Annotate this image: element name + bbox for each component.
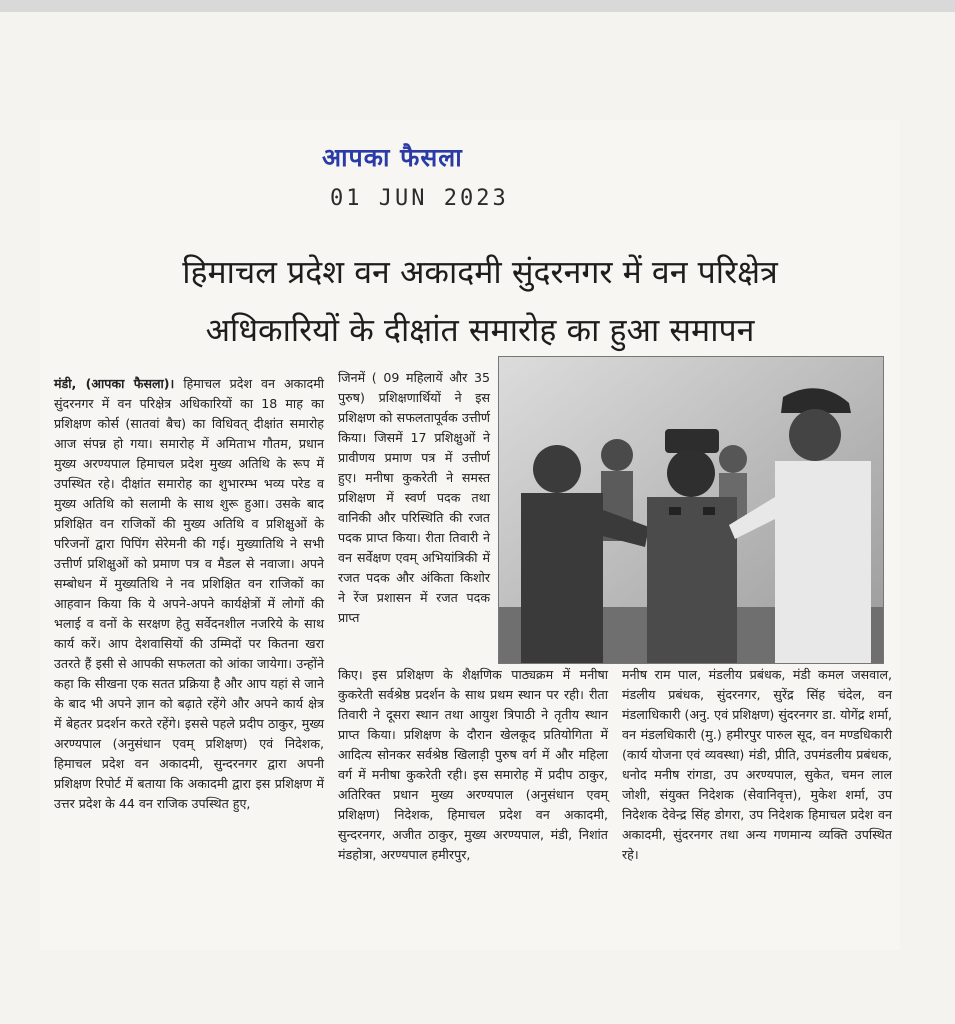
ceremony-photo-image	[499, 357, 883, 663]
headline-line-1: हिमाचल प्रदेश वन अकादमी सुंदरनगर में वन परिक्षेत्र	[182, 253, 778, 291]
article-column-4: मनीष राम पाल, मंडलीय प्रबंधक, मंडी कमल जसवाल, मंडलीय प्रबंधक, सुंदरनगर, सुरेंद्र सिंह चंदेल, वन मंडलाधिकारी (अनु. एवं प्रशिक्षण) सुंदरनगर डा. योगेंद्र शर्मा, वन मंडलधिकारी (मु.) हमीरपुर पारुल सूद, वन मण्डधिकारी (कार्य योजना एवं व्यवस्था) मंडी, प्रीति, उपमंडलीय प्रबंधक, धनोद मनीष रांगडा, उप अरण्यपाल, सुकेत, चमन लाल जोशी, संयुक्त निदेशक (सेवानिवृत्त), मुकेश शर्मा, उप निदेशक देवेन्द्र सिंह डोगरा, उप निदेशक हिमाचल प्रदेश वन अकादमी, सुंदरनगर तथा अन्य गणमान्य व्यक्ति उपस्थित रहे।	[622, 667, 892, 862]
article-column-1	[54, 374, 324, 814]
newspaper-name-stamp: आपका फैसला	[322, 143, 463, 172]
top-border	[0, 0, 955, 12]
column-1-text: हिमाचल प्रदेश वन अकादमी सुंदरनगर में वन परिक्षेत्र अधिकारियों का 18 माह का प्रशिक्षण कोर्स (सातवां बैच) का विधिवत् दीक्षांत समारोह आज संपन्न हो गया। समारोह में अमिताभ गौतम, प्रधान मुख्य अरण्यपाल हिमाचल प्रदेश मुख्य अतिथि के रूप में उपस्थित रहे। दीक्षांत समारोह का शुभारम्भ भव्य परेड व मुख्य अतिथि को सलामी के साथ शुरू हुआ। उसके बाद प्रशिक्षित वन राजिकों की मुख्य अतिथि व प्रशिक्षुओं के परिजनों द्वारा पिपिंग सेरेमनी की गई। मुख्यातिथि ने सभी उत्तीर्ण प्रशिक्षुओं को प्रमाण पत्र व मैडल से नवाजा। अपने सम्बोधन में मुख्यतिथि ने नव प्रशिक्षित वन राजिकों का आहवान किया कि ये अपने-अपने कार्यक्षेत्रों में लोगों की भलाई व वनों के सरक्षण हेतु सर्वेदनशील नजरिये के साथ कार्य करें। आप देशवासियों की उम्मिदों पर कितना खरा उतरते हैं इसी से आपकी सफलता को आंका जायेगा। उन्होंने कहा कि सीखना एक सतत प्रक्रिया है और आप यहां से जाने के बाद भी अपने ज्ञान को बढ़ाते रहेंगे और अपने कार्य क्षेत्र में बेहतर प्रदर्शन करते रहेंगे। इससे पहले प्रदीप ठाकुर, मुख्य अरण्यपाल (अनुसंधान एवम् प्रशिक्षण) एवं निदेशक, हिमाचल प्रदेश वन अकादमी, सुन्दरनगर द्वारा अपनी प्रशिक्षण रिपोर्ट में बताया कि अकादमी द्वारा इस प्रशिक्षण में उत्तर प्रदेश के 44 वन राजिक उपस्थित हुए,	[54, 376, 325, 811]
headline-line-2: अधिकारियों के दीक्षांत समारोह का हुआ समापन	[205, 311, 755, 349]
article-column-3: किए। इस प्रशिक्षण के शैक्षणिक पाठ्यक्रम में मनीषा कुकरेती सर्वश्रेष्ठ प्रदर्शन के साथ प्रथम स्थान पर रही। रीता तिवारी ने दूसरा स्थान तथा आयुश त्रिपाठी ने तृतीय स्थान प्राप्त किया। प्रशिक्षण के दौरान खेलकूद प्रतियोगिता में आदित्य सोनकर सर्वश्रेष्ठ खिलाड़ी पुरुष वर्ग में और महिला वर्ग में मनीषा कुकरेती रही। इस समारोह में प्रदीप ठाकुर, अतिरिक्त प्रधान मुख्य अरण्यपाल (अनुसंधान एवम् प्रशिक्षण) निदेशक, हिमाचल प्रदेश वन अकादमी, सुन्दरनगर, अजीत ठाकुर, मुख्य अरण्यपाल, मंडी, निशांत मंडहोत्रा, अरण्यपाल हमीरपुर,	[338, 667, 608, 862]
date-stamp: 01 JUN 2023	[330, 186, 509, 211]
article-column-2: जिनमें ( 09 महिलायें और 35 पुरुष) प्रशिक्षणार्थियों ने इस प्रशिक्षण को सफलतापूर्वक उत्तीर्ण किया। जिसमें 17 प्रशिक्षुओं ने प्रावीणय प्रमाण पत्र में उत्तीर्ण हुए। मनीषा कुकरेती ने समस्त प्रशिक्षण में स्वर्ण पदक तथा वानिकी और परिस्थिति की रजत पदक प्राप्त किया। रीता तिवारी ने वन सर्वेक्षण एवम् अभियांत्रिकी में रजत पदक और अंकिता किशोर ने रेंज प्रशासन में रजत पदक प्राप्त	[338, 370, 490, 625]
dateline: मंडी, (आपका फैसला)।	[54, 376, 175, 391]
ceremony-photo	[498, 356, 884, 664]
